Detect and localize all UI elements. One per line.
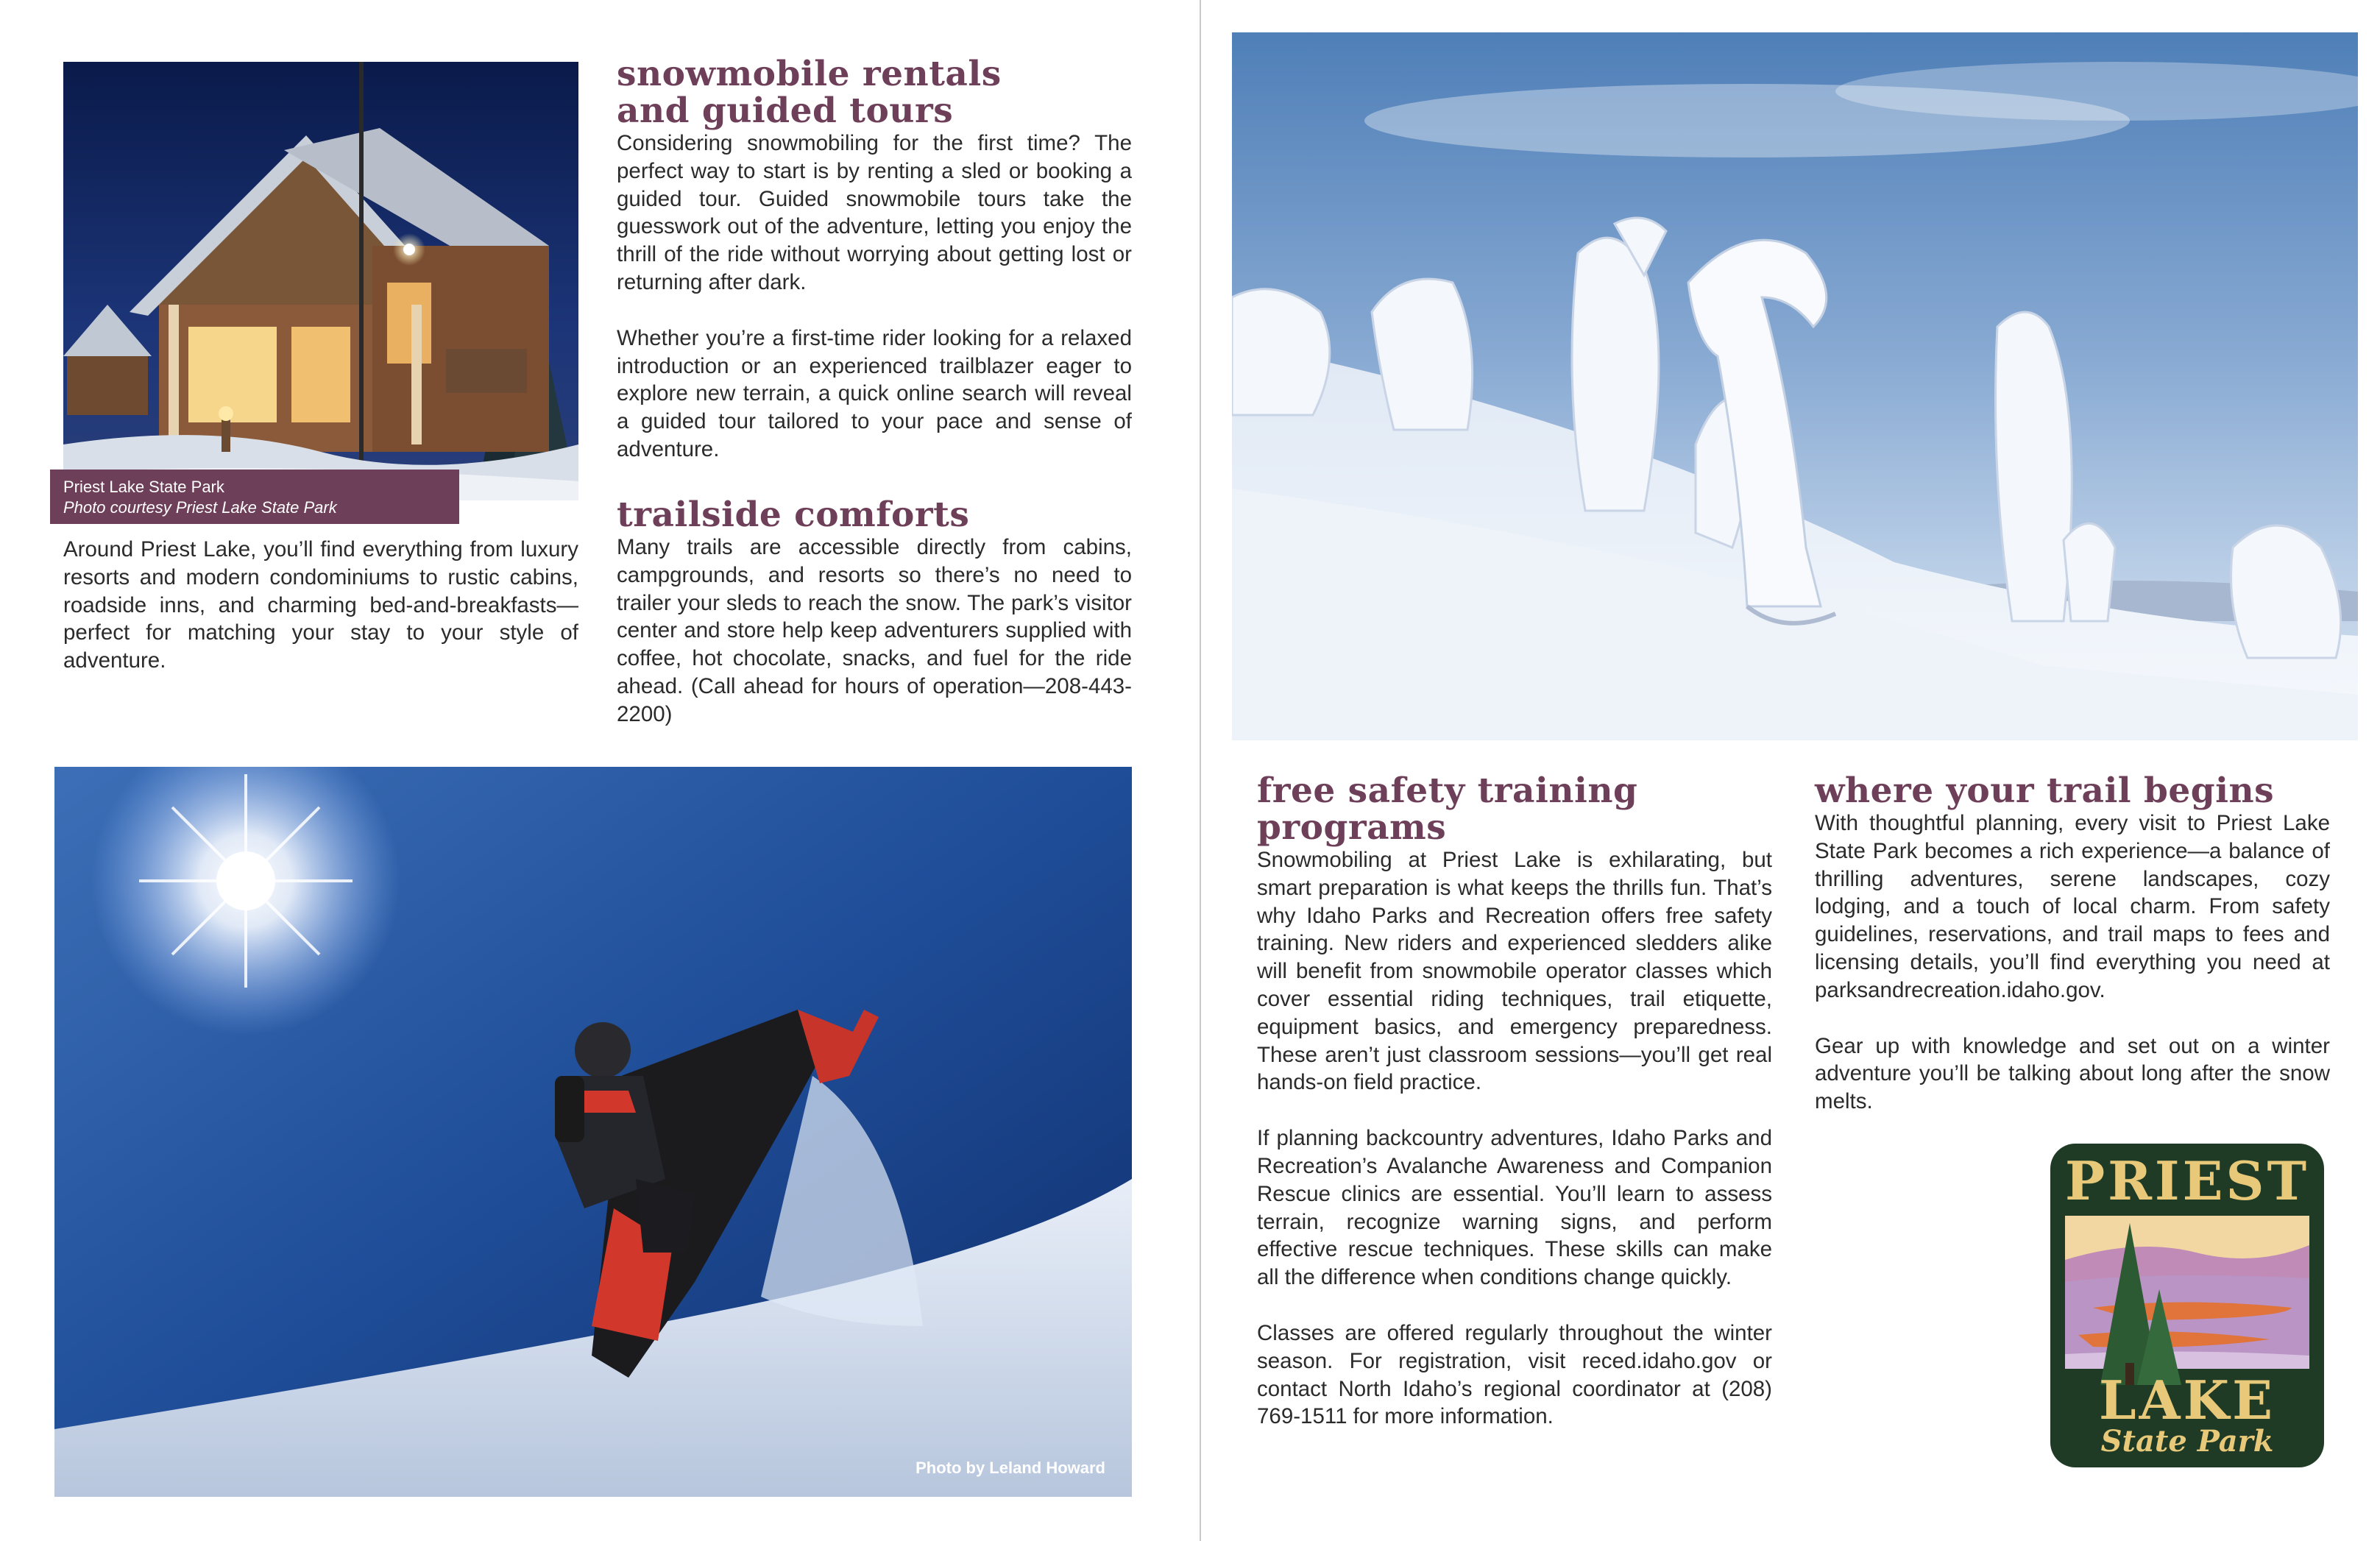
lodge-photo: [63, 62, 578, 500]
trail-section: [1815, 770, 2330, 1116]
trail-paragraph-2: Gear up with knowledge and set out on a winter adventure you’ll be talking about long after the snow melts.: [1815, 1033, 2330, 1114]
comforts-heading: trailside comforts: [617, 495, 970, 535]
caption-title: Priest Lake State Park: [63, 478, 224, 496]
lodging-text-column: [63, 536, 578, 675]
priest-lake-logo-artwork: [2049, 1142, 2326, 1469]
snow-trees-illustration: [1232, 32, 2358, 740]
safety-section: [1257, 770, 1772, 1431]
safety-paragraph-3: Classes are offered regularly throughout the winter season. For registration, visit reced.idaho.gov or contact North Idaho’s regional coordinator at (208) 769-1511 for more information.: [1257, 1320, 1772, 1429]
lodge-photo-caption: [50, 470, 459, 524]
rentals-paragraph-2: Whether you’re a first-time rider looking for a relaxed introduction or an experienced trailblazer eager to explore new terrain, a quick online search will reveal a guided tour tailored to your pace and sense of adventure.: [617, 325, 1132, 461]
safety-paragraph-2: If planning backcountry adventures, Idaho Parks and Recreation’s Avalanche Awareness and Companion Rescue clinics are essential. You’ll learn to assess terrain, recognize warning signs, and perform effective rescue techniques. These skills can make all the difference when conditions change quickly.: [1257, 1126, 1772, 1290]
comforts-section: [617, 497, 1132, 729]
snowmobile-rider-photo: [54, 767, 1132, 1497]
logo-mid-word: LAKE: [2099, 1369, 2275, 1431]
lodge-illustration: [63, 62, 578, 500]
caption-credit: Photo courtesy Priest Lake State Park: [63, 498, 337, 517]
rentals-section: [617, 56, 1132, 464]
priest-lake-logo: [2049, 1142, 2326, 1469]
rider-illustration: [54, 767, 1132, 1497]
rentals-paragraph-1: Considering snowmobiling for the first time? The perfect way to start is by renting a sled or booking a guided tour. Guided snowmobile tours take the guesswork out of the adventure, letting you enjoy the thrill of the ride without worrying about getting lost or returning after dark.: [617, 131, 1132, 294]
logo-bottom-word: State Park: [2100, 1424, 2274, 1459]
logo-top-word: PRIEST: [2064, 1149, 2310, 1212]
rentals-heading: snowmobile rentals and guided tours: [617, 54, 1002, 131]
trail-heading: where your trail begins: [1815, 770, 2275, 811]
snow-trees-photo: [1232, 32, 2358, 740]
trail-paragraph-1: With thoughtful planning, every visit to Priest Lake State Park becomes a rich experience—a balance of thrilling adventures, serene landscapes, cozy lodging, and a touch of local charm. From safety guidelines, reservations, and trail maps to fees and licensing details, you’ll find everything you need at parksandrecreation.idaho.gov.: [1815, 811, 2330, 1002]
rider-photo-credit: Photo by Leland Howard: [915, 1459, 1105, 1477]
lodging-paragraph: Around Priest Lake, you’ll find everything from luxury resorts and modern condominiums to rustic cabins, roadside inns, and charming bed-and-breakfasts—perfect for matching your stay to your style of adventure.: [63, 537, 578, 673]
safety-heading: free safety training programs: [1257, 770, 1638, 848]
comforts-paragraph: Many trails are accessible directly from cabins, campgrounds, and resorts so there’s no need to trailer your sleds to reach the snow. The park’s visitor center and store help keep adventurers supplied with coffee, hot chocolate, snacks, and fuel for the ride ahead. (Call ahead for hours of operation—208-443-2200): [617, 535, 1132, 726]
safety-paragraph-1: Snowmobiling at Priest Lake is exhilarating, but smart preparation is what keeps the thrills fun. That’s why Idaho Parks and Recreation offers free safety training. New riders and experienced sledders alike will benefit from snowmobile operator classes which cover essential riding techniques, trail etiquette, equipment basics, and emergency preparedness. These aren’t just classroom sessions—you’ll get real hands-on field practice.: [1257, 848, 1772, 1095]
page-gutter: [1200, 0, 1201, 1541]
